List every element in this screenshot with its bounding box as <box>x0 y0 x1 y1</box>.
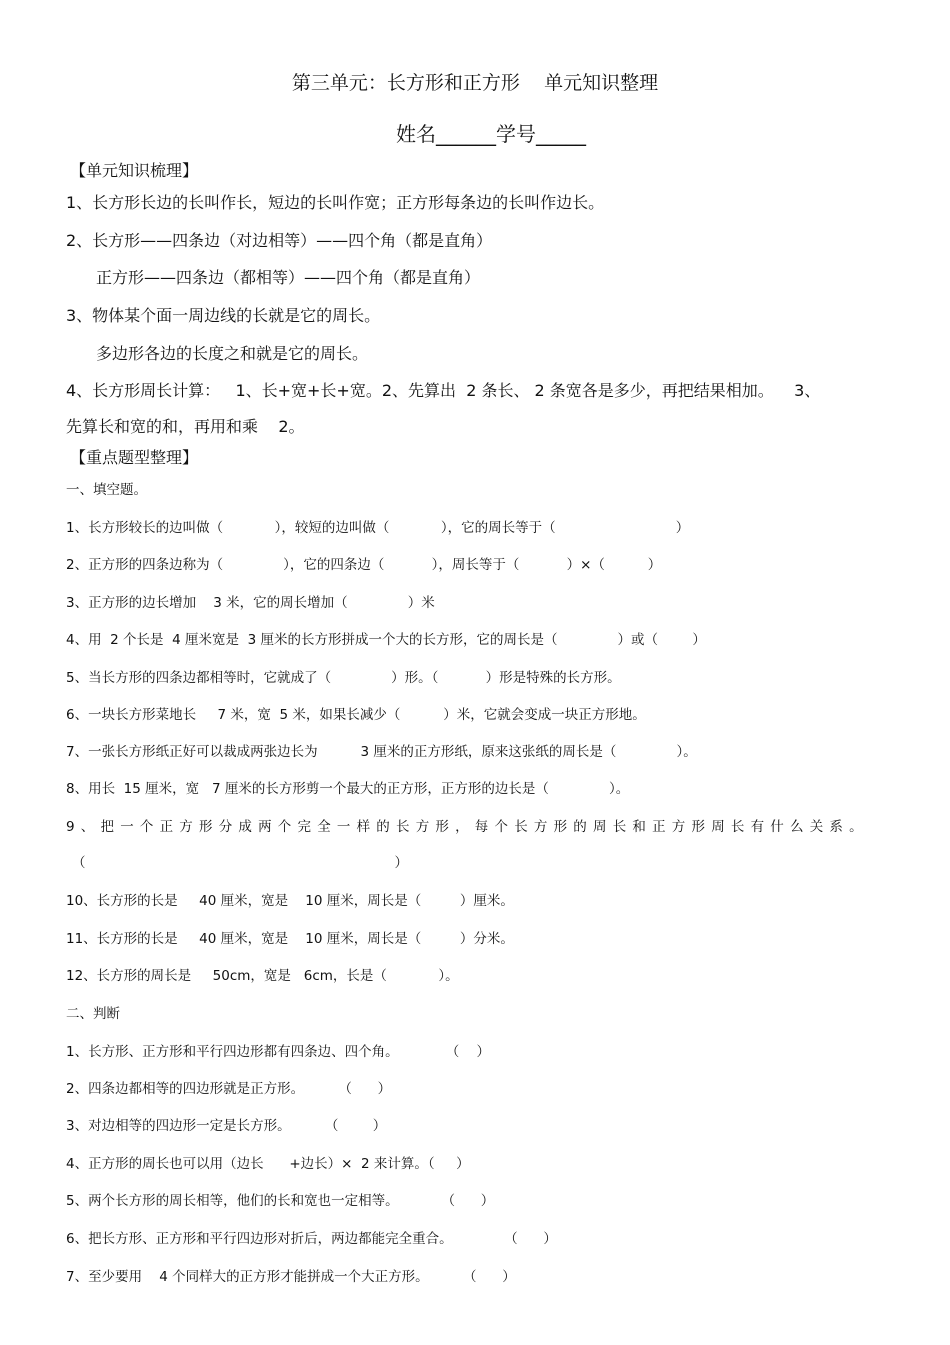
fill-blank-question: 6、一块长方形菜地长 7 米，宽 5 米，如果长减少（ ）米，它就会变成一块正方形地。 <box>66 707 646 723</box>
knowledge-item: 2、长方形——四条边（对边相等）——四个角（都是直角） <box>66 231 493 250</box>
knowledge-item: 正方形——四条边（都相等）——四个角（都是直角） <box>96 268 481 287</box>
section-heading-knowledge: 【单元知识梳理】 <box>70 161 199 180</box>
fill-blank-question: 1、长方形较长的边叫做（ ），较短的边叫做（ ），它的周长等于（ ） <box>66 520 690 536</box>
part-heading-fill-blanks: 一、填空题。 <box>66 482 147 498</box>
judgment-question: 3、对边相等的四边形一定是长方形。 （ ） <box>66 1118 387 1134</box>
judgment-question: 6、把长方形、正方形和平行四边形对折后，两边都能完全重合。 （ ） <box>66 1231 557 1247</box>
judgment-question: 2、四条边都相等的四边形就是正方形。 （ ） <box>66 1081 392 1097</box>
page-title: 第三单元：长方形和正方形 单元知识整理 <box>291 72 659 94</box>
fill-blank-question: 2、正方形的四条边称为（ ），它的四条边（ ），周长等于（ ）×（ ） <box>66 557 662 573</box>
fill-blank-question: 12、长方形的周长是 50cm，宽是 6cm，长是（ ）。 <box>66 968 459 984</box>
fill-blank-question: 8、用长 15 厘米，宽 7 厘米的长方形剪一个最大的正方形，正方形的边长是（ ）。 <box>66 781 630 797</box>
judgment-question: 4、正方形的周长也可以用（边长 +边长）× 2 来计算。（ ） <box>66 1156 470 1172</box>
judgment-question: 7、至少要用 4 个同样大的正方形才能拼成一个大正方形。 （ ） <box>66 1269 516 1285</box>
fill-blank-question: 11、长方形的长是 40 厘米，宽是 10 厘米，周长是（ ）分米。 <box>66 931 514 947</box>
part-heading-judgment: 二、判断 <box>66 1006 120 1022</box>
section-heading-key-questions: 【重点题型整理】 <box>70 448 199 467</box>
judgment-question: 1、长方形、正方形和平行四边形都有四条边、四个角。 （ ） <box>66 1044 490 1060</box>
knowledge-item: 3、物体某个面一周边线的长就是它的周长。 <box>66 306 381 325</box>
fill-blank-question: 5、当长方形的四条边都相等时，它就成了（ ）形。（ ）形是特殊的长方形。 <box>66 670 621 686</box>
fill-blank-question: 4、用 2 个长是 4 厘米宽是 3 厘米的长方形拼成一个大的长方形，它的周长是（ ）或（ ） <box>66 632 706 648</box>
fill-blank-question: 9、把一个正方形分成两个完全一样的长方形，每个长方形的周长和正方形周长有什么关系。 <box>66 819 869 835</box>
knowledge-item: 多边形各边的长度之和就是它的周长。 <box>96 344 369 363</box>
answer-parentheses-line: （ ） <box>72 855 408 871</box>
name-number-line: 姓名______学号_____ <box>396 122 586 146</box>
fill-blank-question: 10、长方形的长是 40 厘米，宽是 10 厘米，周长是（ ）厘米。 <box>66 893 514 909</box>
knowledge-item: 先算长和宽的和，再用和乘 2。 <box>66 417 305 436</box>
judgment-question: 5、两个长方形的周长相等，他们的长和宽也一定相等。 （ ） <box>66 1193 495 1209</box>
knowledge-item: 4、长方形周长计算： 1、长+宽+长+宽。2、先算出 2 条长、 2 条宽各是多少，再把结果相加。 3、 <box>66 381 821 400</box>
fill-blank-question: 7、一张长方形纸正好可以裁成两张边长为 3 厘米的正方形纸，原来这张纸的周长是（ ）。 <box>66 744 697 760</box>
fill-blank-question: 3、正方形的边长增加 3 米，它的周长增加（ ）米 <box>66 595 435 611</box>
knowledge-item: 1、长方形长边的长叫作长，短边的长叫作宽；正方形每条边的长叫作边长。 <box>66 193 605 212</box>
